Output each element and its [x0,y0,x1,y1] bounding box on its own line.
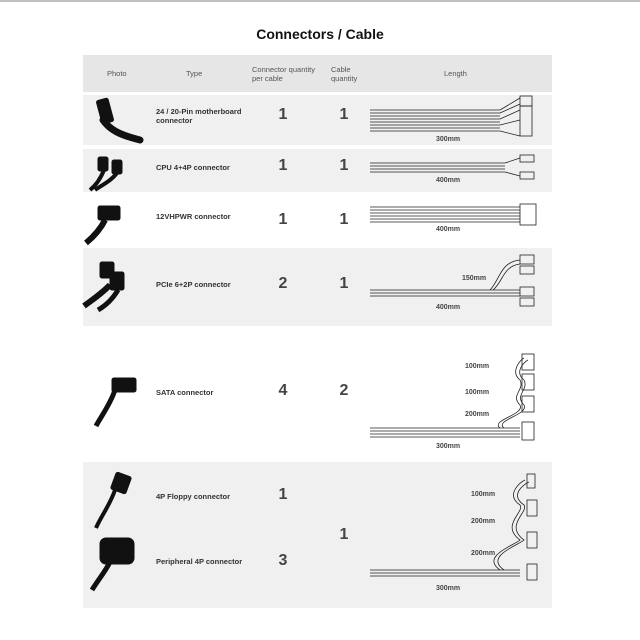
photo-peripheral-connector [92,538,134,590]
type-sata: SATA connector [156,388,214,397]
qty-sata: 4 [278,382,288,399]
type-floppy: 4P Floppy connector [156,492,231,501]
length-motherboard: 300mm [436,136,461,143]
length-12vhpwr: 400mm [436,226,461,233]
length-floppy-2: 200mm [471,518,496,525]
qty-peripheral: 3 [278,552,288,569]
length-pcie-main: 400mm [436,304,461,311]
header-qty-per-cable: Connector quantity per cable [252,65,315,83]
length-sata-main: 300mm [436,443,461,450]
qty-floppy: 1 [278,486,288,503]
photo-12vhpwr-connector [86,206,120,243]
header-photo: Photo [107,69,127,78]
qty-motherboard: 1 [278,106,288,123]
length-pcie-branch: 150mm [462,275,487,282]
header-length: Length [444,69,467,78]
qty-pcie: 2 [278,275,288,292]
type-pcie: PCIe 6+2P connector [156,280,231,289]
length-floppy-3: 200mm [471,550,496,557]
length-sata-3: 200mm [465,411,490,418]
qty-12vhpwr: 1 [278,211,288,228]
cables-cpu: 1 [339,157,349,174]
photo-motherboard-connector [96,98,140,140]
header-type: Type [186,69,203,78]
length-floppy-main: 300mm [436,585,461,592]
cables-floppy-peripheral: 1 [339,526,349,543]
type-cpu: CPU 4+4P connector [156,163,230,172]
12vhpwr-cable-drawing [370,204,536,225]
length-floppy-1: 100mm [471,491,496,498]
motherboard-cable-drawing [370,96,532,136]
qty-cpu: 1 [278,157,288,174]
sata-cable-drawing [370,354,534,440]
peripheral-cable-drawing [370,474,537,580]
cables-sata: 2 [339,382,349,399]
cables-12vhpwr: 1 [339,211,349,228]
photo-sata-connector [96,378,136,426]
photo-floppy-connector [96,472,132,528]
type-12vhpwr: 12VHPWR connector [156,212,231,221]
pcie-cable-drawing [370,255,534,306]
length-sata-1: 100mm [465,363,490,370]
header-cable-qty: Cable quantity [331,65,358,83]
photo-cpu-connector [90,157,122,190]
length-sata-2: 100mm [465,389,490,396]
photo-pcie-connector [84,262,124,310]
type-motherboard: 24 / 20-Pin motherboard connector [156,107,242,125]
cables-pcie: 1 [339,275,349,292]
length-cpu: 400mm [436,177,461,184]
page-title: Connectors / Cable [256,26,384,42]
cpu-cable-drawing [370,155,534,179]
type-peripheral: Peripheral 4P connector [156,557,243,566]
cables-motherboard: 1 [339,106,349,123]
